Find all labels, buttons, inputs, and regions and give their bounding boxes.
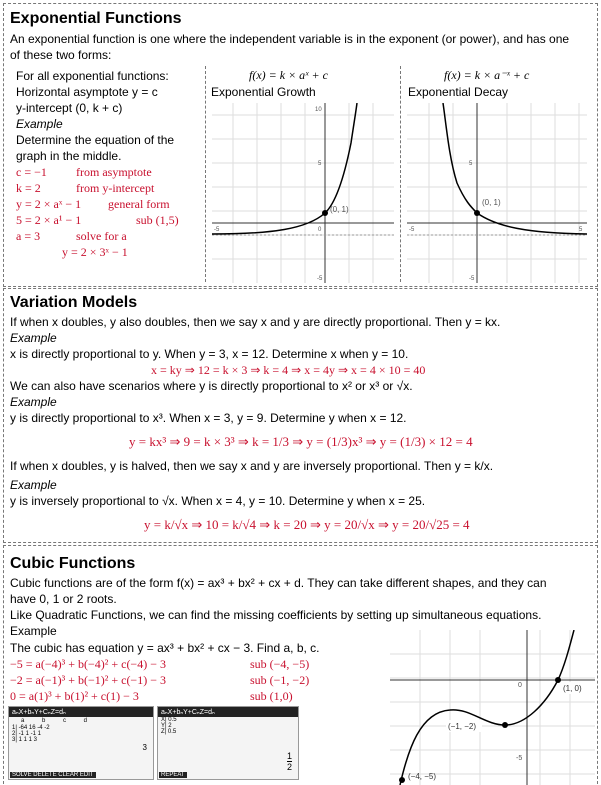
var-solution-2: y = kx³ ⇒ 9 = k × 3³ ⇒ k = 1/3 ⇒ y = (1/3)x³ ⇒ y = (1/3) × 12 = 4	[129, 434, 473, 449]
cubic-eq-3: 0 = a(1)³ + b(1)² + c(1) − 3	[10, 689, 139, 703]
var-line-7: If when x doubles, y is halved, then we say x and y are inversely proportional. Then y = k/x.	[10, 459, 494, 473]
calc2-frac-num: 1	[286, 751, 292, 761]
growth-tick-0: 0	[318, 227, 322, 233]
decay-tick-5: 5	[469, 161, 473, 167]
exp-divider-1	[205, 66, 206, 282]
var-example-1: Example	[10, 331, 57, 345]
var-line-8: y is inversely proportional to √x. When x = 4, y = 10. Determine y when x = 25.	[10, 494, 426, 508]
cubic-sub-3: sub (1,0)	[250, 689, 293, 703]
cubic-point-label-3: (−4, −5)	[408, 772, 437, 781]
exp-det-2: graph in the middle.	[16, 149, 122, 163]
calc1-row-1: 1| -64 16 -4 -2	[12, 725, 50, 731]
exp-work-3b: general form	[108, 197, 170, 211]
growth-tick-10: 10	[315, 107, 322, 113]
growth-point	[322, 210, 328, 216]
growth-graph	[212, 103, 394, 283]
calc1-header: aₙX+bₙY+CₙZ=dₙ	[9, 707, 153, 717]
growth-curve	[212, 103, 357, 234]
cubic-point-min	[502, 722, 508, 728]
exp-work-4a: 5 = 2 × a¹ − 1	[16, 213, 82, 227]
cubic-eq-2: −2 = a(−1)³ + b(−1)² + c(−1) − 3	[10, 673, 166, 687]
calc2-row-2: Y| 2	[161, 723, 172, 729]
var-solution-1: x = ky ⇒ 12 = k × 3 ⇒ k = 4 ⇒ x = 4y ⇒ x = 4 × 10 = 40	[151, 363, 426, 377]
calc2-button: REPEAT	[161, 772, 185, 778]
calculator-matrix-screen	[8, 706, 154, 780]
exponential-title: Exponential Functions	[10, 10, 182, 27]
cubic-tick-0: 0	[518, 682, 522, 689]
calc1-cols: a b c d	[21, 718, 96, 724]
cubic-sub-2: sub (−1, −2)	[250, 673, 310, 687]
decay-curve	[443, 103, 587, 234]
exp-yintercept: y-intercept (0, k + c)	[16, 101, 123, 115]
growth-tick-5: 5	[318, 161, 322, 167]
decay-tick-neg5: -5	[469, 276, 475, 282]
cubic-line-2: have 0, 1 or 2 roots.	[10, 592, 117, 606]
cubic-curve	[400, 630, 574, 785]
calc2-frac-den: 2	[286, 762, 292, 772]
decay-point-label: (0, 1)	[482, 198, 501, 207]
cubic-tick-neg5: -5	[516, 755, 523, 762]
exp-work-1b: from asymptote	[76, 165, 152, 179]
cubic-point-left	[399, 777, 405, 783]
exp-intro-2: of these two forms:	[10, 48, 112, 62]
calc2-fraction	[287, 751, 292, 772]
var-example-2: Example	[10, 395, 57, 409]
decay-grid	[407, 103, 587, 283]
calc1-row-2: 2| -1 1 -1 1	[12, 731, 41, 737]
cubic-line-4: The cubic has equation y = ax³ + bx² + cx − 3. Find a, b, c.	[10, 641, 320, 655]
exponential-section	[3, 3, 598, 287]
var-line-1: If when x doubles, y also doubles, then we say x and y are directly proportional. Then y = kx.	[10, 315, 501, 329]
var-line-4: We can also have scenarios where y is directly proportional to x² or x³ or √x.	[10, 379, 413, 393]
cubic-eq-1: −5 = a(−4)³ + b(−4)² + c(−4) − 3	[10, 657, 166, 671]
growth-point-label: (0, 1)	[330, 205, 349, 214]
cubic-graph	[390, 630, 595, 785]
growth-formula: f(x) = k × aˣ + c	[249, 68, 328, 82]
decay-tick-xpos5: 5	[579, 227, 583, 233]
exp-det-1: Determine the equation of the	[16, 133, 175, 147]
exp-work-5b: solve for a	[76, 229, 127, 243]
cubic-example: Example	[10, 624, 57, 638]
exp-asymptote: Horizontal asymptote y = c	[16, 85, 158, 99]
calculator-solution-screen	[157, 706, 299, 780]
cubic-grid	[390, 630, 595, 785]
growth-label: Exponential Growth	[211, 85, 316, 99]
exp-work-6: y = 2 × 3ˣ − 1	[62, 245, 128, 259]
growth-grid	[212, 103, 394, 283]
var-example-3: Example	[10, 478, 57, 492]
decay-formula: f(x) = k × a⁻ˣ + c	[444, 68, 530, 82]
exp-intro-1: An exponential function is one where the independent variable is in the exponent (or power), and has one	[10, 32, 570, 46]
decay-label: Exponential Decay	[408, 85, 509, 99]
exp-work-2a: k = 2	[16, 181, 41, 195]
decay-tick-xneg5: -5	[409, 227, 415, 233]
growth-tick-xneg5: -5	[214, 227, 220, 233]
cubic-line-3: Like Quadratic Functions, we can find the missing coefficients by setting up simultaneous equations.	[10, 608, 542, 622]
calc2-row-1: X| 0.5	[161, 717, 177, 723]
decay-graph	[407, 103, 587, 283]
exp-work-2b: from y-intercept	[76, 181, 155, 195]
calc1-value: 3	[142, 743, 147, 752]
variation-section	[3, 288, 598, 543]
var-line-5: y is directly proportional to x³. When x = 3, y = 9. Determine y when x = 12.	[10, 411, 407, 425]
calc2-row-3: Z| 0.5	[161, 729, 177, 735]
calc1-row-3: 3| 1 1 1 3	[12, 737, 37, 743]
decay-point	[474, 210, 480, 216]
exp-example: Example	[16, 117, 63, 131]
cubic-point-label-1: (1, 0)	[563, 684, 582, 693]
cubic-sub-1: sub (−4, −5)	[250, 657, 310, 671]
calc1-buttons: SOLVE DELETE CLEAR EDIT	[12, 772, 94, 778]
cubic-point-root	[555, 677, 561, 683]
exp-work-3a: y = 2 × aˣ − 1	[16, 197, 82, 211]
exp-work-1a: c = −1	[16, 165, 47, 179]
cubic-point-label-2: (−1, −2)	[448, 722, 477, 731]
exp-work-4b: sub (1,5)	[136, 213, 179, 227]
growth-tick-neg5: -5	[317, 276, 323, 282]
calc2-header: aₙX+bₙY+CₙZ=dₙ	[158, 707, 298, 717]
cubic-line-1: Cubic functions are of the form f(x) = ax³ + bx² + cx + d. They can take different shapes, and they can	[10, 576, 547, 590]
cubic-section	[3, 545, 598, 784]
cubic-title: Cubic Functions	[10, 555, 136, 572]
var-line-2: x is directly proportional to y. When y = 3, x = 12. Determine x when y = 10.	[10, 347, 409, 361]
exp-work-5a: a = 3	[16, 229, 41, 243]
var-solution-3: y = k/√x ⇒ 10 = k/√4 ⇒ k = 20 ⇒ y = 20/√x ⇒ y = 20/√25 = 4	[144, 517, 470, 532]
variation-title: Variation Models	[10, 294, 138, 311]
exp-all-label: For all exponential functions:	[16, 69, 169, 83]
exp-divider-2	[400, 66, 401, 282]
